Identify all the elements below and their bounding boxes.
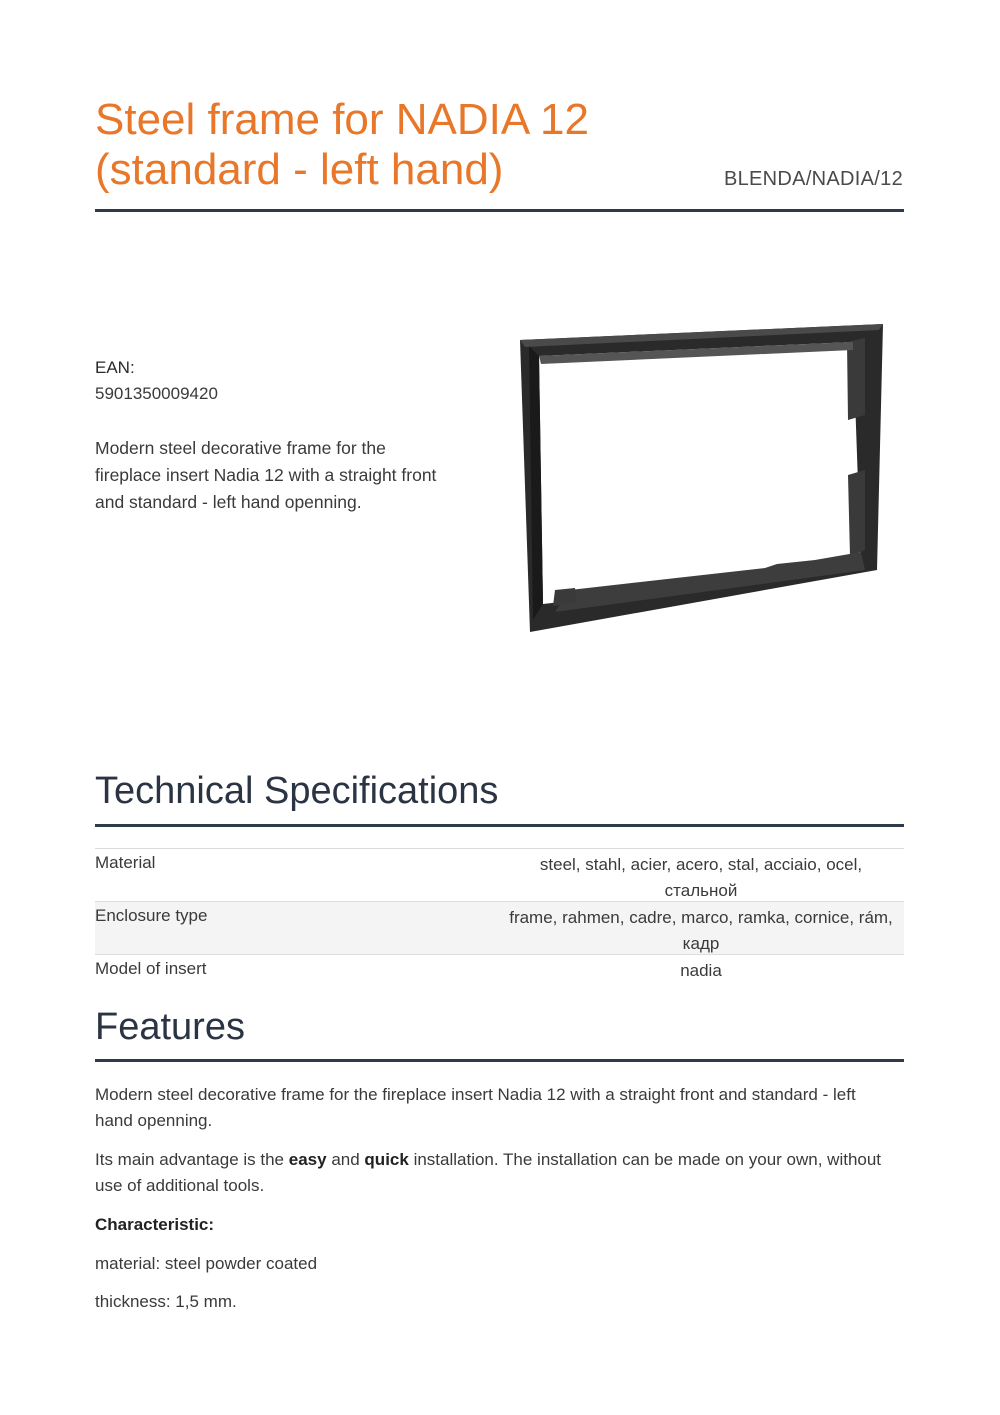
product-description: Modern steel decorative frame for the fireplace insert Nadia 12 with a straight front and standard - left hand openning.	[95, 438, 437, 512]
advantage-rest: installation. The installation can be made on your own, without use of additional tools.	[95, 1150, 882, 1195]
spec-value: nadia	[680, 961, 722, 980]
characteristic-thickness: thickness: 1,5 mm.	[95, 1292, 237, 1311]
advantage-easy: easy	[288, 1150, 327, 1169]
header-divider	[95, 209, 904, 212]
characteristic-material: material: steel powder coated	[95, 1254, 318, 1273]
product-title-line1: Steel frame for NADIA 12	[95, 95, 589, 144]
spec-name: Enclosure type	[95, 906, 208, 925]
characteristic-label: Characteristic:	[95, 1215, 215, 1234]
product-title	[95, 95, 695, 195]
advantage-and: and	[331, 1150, 360, 1169]
spec-row-material	[95, 848, 904, 901]
ean-value: 5901350009420	[95, 384, 218, 403]
spec-value-line2: стальной	[664, 881, 738, 900]
specs-title: Technical Specifications	[95, 770, 499, 812]
spec-row-enclosure-type	[95, 901, 904, 954]
features-title: Features	[95, 1006, 245, 1048]
spec-row-model-of-insert	[95, 954, 904, 985]
spec-name: Material	[95, 853, 156, 872]
specs-table	[95, 848, 904, 985]
advantage-text: Its main advantage is the	[95, 1150, 285, 1169]
features-advantage-paragraph	[95, 1147, 885, 1199]
spec-value	[495, 905, 907, 957]
product-title-line2: (standard - left hand)	[95, 145, 504, 194]
ean-label: EAN:	[95, 358, 135, 377]
features-divider	[95, 1059, 904, 1062]
features-paragraph: Modern steel decorative frame for the fireplace insert Nadia 12 with a straight front and standard - left hand openning.	[95, 1085, 856, 1130]
product-sku: BLENDA/NADIA/12	[723, 168, 903, 190]
advantage-quick: quick	[364, 1150, 409, 1169]
steel-frame-image	[515, 320, 885, 635]
spec-value-line1: steel, stahl, acier, acero, stal, acciaio, ocel,	[539, 855, 863, 874]
spec-value-line1: frame, rahmen, cadre, marco, ramka, cornice, rám,	[509, 908, 893, 927]
specs-divider	[95, 824, 904, 827]
spec-name: Model of insert	[95, 959, 207, 978]
spec-value	[495, 852, 907, 904]
spec-value-line2: кадр	[682, 934, 720, 953]
